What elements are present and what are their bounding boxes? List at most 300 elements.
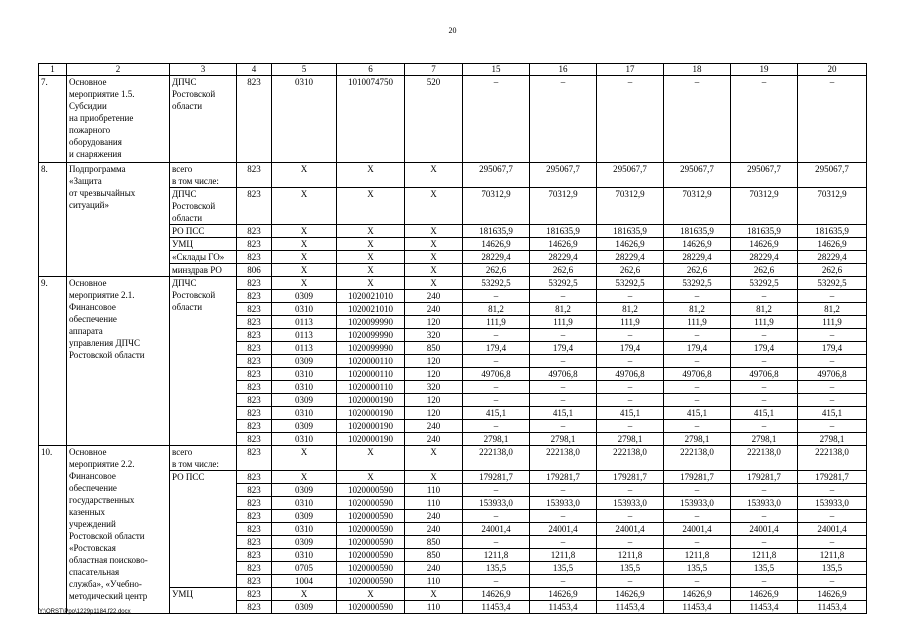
amount-cell: 153933,0 bbox=[463, 497, 530, 510]
amount-cell: 135,5 bbox=[664, 562, 731, 575]
column-header: 1 bbox=[39, 64, 67, 76]
code-vr: Х bbox=[405, 446, 463, 471]
code-csr: 1010074750 bbox=[337, 76, 405, 163]
measure-description: Основное мероприятие 2.1. Финансовое обеспечение аппарата управления ДПЧС Ростовской области bbox=[67, 277, 170, 446]
column-header: 16 bbox=[530, 64, 597, 76]
amount-cell: – bbox=[798, 381, 867, 394]
amount-cell: – bbox=[798, 484, 867, 497]
amount-cell: 179281,7 bbox=[664, 471, 731, 484]
amount-cell: 28229,4 bbox=[664, 251, 731, 264]
code-rzpr: Х bbox=[272, 471, 337, 484]
amount-cell: 181635,9 bbox=[597, 225, 664, 238]
amount-cell: 179,4 bbox=[597, 342, 664, 355]
amount-cell: – bbox=[798, 355, 867, 368]
amount-cell: – bbox=[731, 575, 798, 588]
code-grbs: 823 bbox=[237, 562, 272, 575]
code-vr: 240 bbox=[405, 290, 463, 303]
amount-cell: 53292,5 bbox=[530, 277, 597, 290]
amount-cell: – bbox=[597, 355, 664, 368]
code-vr: Х bbox=[405, 163, 463, 188]
code-vr: 240 bbox=[405, 523, 463, 536]
amount-cell: – bbox=[463, 394, 530, 407]
code-csr: 1020021010 bbox=[337, 303, 405, 316]
budget-table bbox=[38, 63, 867, 614]
amount-cell: 14626,9 bbox=[530, 238, 597, 251]
amount-cell: 295067,7 bbox=[731, 163, 798, 188]
row-number: 7. bbox=[39, 76, 67, 163]
code-rzpr: Х bbox=[272, 251, 337, 264]
amount-cell: 135,5 bbox=[731, 562, 798, 575]
code-rzpr: 0309 bbox=[272, 394, 337, 407]
amount-cell: – bbox=[597, 76, 664, 163]
amount-cell: 11453,4 bbox=[798, 601, 867, 614]
page-number: 20 bbox=[448, 26, 457, 35]
amount-cell: – bbox=[597, 510, 664, 523]
amount-cell: – bbox=[530, 536, 597, 549]
amount-cell: 53292,5 bbox=[597, 277, 664, 290]
amount-cell: 28229,4 bbox=[731, 251, 798, 264]
code-vr: 320 bbox=[405, 329, 463, 342]
amount-cell: – bbox=[530, 355, 597, 368]
code-rzpr: 0705 bbox=[272, 562, 337, 575]
amount-cell: 181635,9 bbox=[664, 225, 731, 238]
amount-cell: 49706,8 bbox=[530, 368, 597, 381]
column-header: 7 bbox=[405, 64, 463, 76]
code-csr: 1020099990 bbox=[337, 342, 405, 355]
code-vr: Х bbox=[405, 251, 463, 264]
code-vr: 120 bbox=[405, 316, 463, 329]
amount-cell: 181635,9 bbox=[463, 225, 530, 238]
row-number: 8. bbox=[39, 163, 67, 277]
code-grbs: 823 bbox=[237, 329, 272, 342]
amount-cell: 53292,5 bbox=[731, 277, 798, 290]
code-grbs: 823 bbox=[237, 355, 272, 368]
code-vr: 240 bbox=[405, 510, 463, 523]
amount-cell: 179,4 bbox=[463, 342, 530, 355]
amount-cell: 81,2 bbox=[664, 303, 731, 316]
amount-cell: 135,5 bbox=[597, 562, 664, 575]
code-rzpr: 0310 bbox=[272, 497, 337, 510]
code-rzpr: 0113 bbox=[272, 316, 337, 329]
amount-cell: 49706,8 bbox=[664, 368, 731, 381]
amount-cell: 415,1 bbox=[463, 407, 530, 420]
amount-cell: – bbox=[664, 381, 731, 394]
code-grbs: 823 bbox=[237, 290, 272, 303]
amount-cell: 1211,8 bbox=[597, 549, 664, 562]
amount-cell: – bbox=[731, 290, 798, 303]
code-csr: 1020000190 bbox=[337, 433, 405, 446]
code-csr: 1020000590 bbox=[337, 484, 405, 497]
code-rzpr: 0309 bbox=[272, 355, 337, 368]
amount-cell: – bbox=[664, 420, 731, 433]
measure-description: Основное мероприятие 1.5. Субсидии на приобретение пожарного оборудования и снаряжения bbox=[67, 76, 170, 163]
code-grbs: 823 bbox=[237, 225, 272, 238]
code-grbs: 823 bbox=[237, 407, 272, 420]
code-grbs: 823 bbox=[237, 484, 272, 497]
amount-cell: – bbox=[731, 484, 798, 497]
amount-cell: 415,1 bbox=[798, 407, 867, 420]
code-grbs: 823 bbox=[237, 277, 272, 290]
amount-cell: 11453,4 bbox=[597, 601, 664, 614]
code-rzpr: 0310 bbox=[272, 381, 337, 394]
amount-cell: 179281,7 bbox=[731, 471, 798, 484]
amount-cell: – bbox=[463, 76, 530, 163]
amount-cell: – bbox=[463, 381, 530, 394]
code-rzpr: Х bbox=[272, 225, 337, 238]
code-grbs: 823 bbox=[237, 510, 272, 523]
code-vr: 120 bbox=[405, 355, 463, 368]
code-vr: 850 bbox=[405, 549, 463, 562]
code-vr: Х bbox=[405, 588, 463, 601]
code-grbs: 823 bbox=[237, 536, 272, 549]
amount-cell: 179281,7 bbox=[530, 471, 597, 484]
amount-cell: 222138,0 bbox=[597, 446, 664, 471]
amount-cell: 14626,9 bbox=[463, 238, 530, 251]
amount-cell: – bbox=[463, 536, 530, 549]
column-header: 17 bbox=[597, 64, 664, 76]
executor-cell: минздрав РО bbox=[170, 264, 237, 277]
amount-cell: 295067,7 bbox=[664, 163, 731, 188]
code-csr: Х bbox=[337, 163, 405, 188]
amount-cell: 14626,9 bbox=[597, 238, 664, 251]
amount-cell: – bbox=[597, 575, 664, 588]
amount-cell: 70312,9 bbox=[463, 188, 530, 225]
amount-cell: 262,6 bbox=[731, 264, 798, 277]
amount-cell: 49706,8 bbox=[798, 368, 867, 381]
amount-cell: 1211,8 bbox=[731, 549, 798, 562]
amount-cell: – bbox=[597, 536, 664, 549]
code-csr: Х bbox=[337, 471, 405, 484]
amount-cell: 295067,7 bbox=[597, 163, 664, 188]
amount-cell: – bbox=[530, 329, 597, 342]
amount-cell: 262,6 bbox=[798, 264, 867, 277]
measure-description: Основное мероприятие 2.2. Финансовое обеспечение государственных казенных учреждений Ростовской области «Ростовская областная поисково- спасательная служба», «Учебно- методический центр bbox=[67, 446, 170, 614]
amount-cell: 24001,4 bbox=[530, 523, 597, 536]
code-csr: 1020099990 bbox=[337, 329, 405, 342]
code-grbs: 823 bbox=[237, 394, 272, 407]
code-rzpr: Х bbox=[272, 277, 337, 290]
amount-cell: 1211,8 bbox=[664, 549, 731, 562]
executor-cell: «Склады ГО» bbox=[170, 251, 237, 264]
column-header: 15 bbox=[463, 64, 530, 76]
amount-cell: – bbox=[530, 76, 597, 163]
code-csr: 1020000590 bbox=[337, 562, 405, 575]
code-grbs: 806 bbox=[237, 264, 272, 277]
code-grbs: 823 bbox=[237, 497, 272, 510]
amount-cell: 1211,8 bbox=[798, 549, 867, 562]
code-grbs: 823 bbox=[237, 342, 272, 355]
code-vr: 320 bbox=[405, 381, 463, 394]
amount-cell: 179,4 bbox=[530, 342, 597, 355]
code-vr: Х bbox=[405, 225, 463, 238]
amount-cell: 70312,9 bbox=[731, 188, 798, 225]
code-csr: 1020021010 bbox=[337, 290, 405, 303]
amount-cell: 53292,5 bbox=[798, 277, 867, 290]
measure-description: Подпрограмма «Защита от чрезвычайных ситуаций» bbox=[67, 163, 170, 277]
table-row bbox=[39, 277, 867, 290]
amount-cell: – bbox=[664, 484, 731, 497]
amount-cell: 81,2 bbox=[463, 303, 530, 316]
code-rzpr: 0113 bbox=[272, 329, 337, 342]
code-grbs: 823 bbox=[237, 316, 272, 329]
code-grbs: 823 bbox=[237, 588, 272, 601]
amount-cell: 14626,9 bbox=[731, 238, 798, 251]
code-vr: 240 bbox=[405, 303, 463, 316]
executor-cell: РО ПСС bbox=[170, 471, 237, 588]
amount-cell: – bbox=[798, 510, 867, 523]
code-grbs: 823 bbox=[237, 188, 272, 225]
amount-cell: – bbox=[463, 290, 530, 303]
code-vr: 120 bbox=[405, 394, 463, 407]
amount-cell: – bbox=[664, 510, 731, 523]
amount-cell: – bbox=[731, 329, 798, 342]
executor-cell: ДПЧС Ростовской области bbox=[170, 76, 237, 163]
code-rzpr: 0310 bbox=[272, 303, 337, 316]
amount-cell: – bbox=[664, 76, 731, 163]
code-grbs: 823 bbox=[237, 238, 272, 251]
amount-cell: – bbox=[731, 510, 798, 523]
code-csr: 1020000190 bbox=[337, 394, 405, 407]
amount-cell: 24001,4 bbox=[798, 523, 867, 536]
code-grbs: 823 bbox=[237, 163, 272, 188]
amount-cell: – bbox=[530, 290, 597, 303]
code-vr: 240 bbox=[405, 433, 463, 446]
code-vr: 850 bbox=[405, 536, 463, 549]
amount-cell: – bbox=[731, 394, 798, 407]
amount-cell: – bbox=[798, 575, 867, 588]
amount-cell: 14626,9 bbox=[664, 238, 731, 251]
amount-cell: 153933,0 bbox=[798, 497, 867, 510]
amount-cell: 49706,8 bbox=[731, 368, 798, 381]
amount-cell: 81,2 bbox=[597, 303, 664, 316]
code-vr: 110 bbox=[405, 497, 463, 510]
amount-cell: 179,4 bbox=[664, 342, 731, 355]
amount-cell: 53292,5 bbox=[664, 277, 731, 290]
amount-cell: 11453,4 bbox=[664, 601, 731, 614]
amount-cell: 295067,7 bbox=[463, 163, 530, 188]
code-csr: Х bbox=[337, 264, 405, 277]
code-vr: Х bbox=[405, 188, 463, 225]
code-grbs: 823 bbox=[237, 471, 272, 484]
row-number: 10. bbox=[39, 446, 67, 614]
amount-cell: – bbox=[731, 536, 798, 549]
code-rzpr: 0309 bbox=[272, 536, 337, 549]
amount-cell: 11453,4 bbox=[530, 601, 597, 614]
amount-cell: – bbox=[664, 394, 731, 407]
amount-cell: 1211,8 bbox=[530, 549, 597, 562]
code-csr: 1020000190 bbox=[337, 407, 405, 420]
code-rzpr: 0310 bbox=[272, 549, 337, 562]
code-vr: 240 bbox=[405, 562, 463, 575]
code-rzpr: 0310 bbox=[272, 368, 337, 381]
column-header: 20 bbox=[798, 64, 867, 76]
code-csr: Х bbox=[337, 225, 405, 238]
code-vr: 120 bbox=[405, 407, 463, 420]
code-grbs: 823 bbox=[237, 549, 272, 562]
code-rzpr: 0310 bbox=[272, 433, 337, 446]
code-rzpr: Х bbox=[272, 588, 337, 601]
amount-cell: – bbox=[731, 381, 798, 394]
code-grbs: 823 bbox=[237, 601, 272, 614]
amount-cell: 295067,7 bbox=[530, 163, 597, 188]
amount-cell: 111,9 bbox=[463, 316, 530, 329]
amount-cell: – bbox=[597, 381, 664, 394]
code-vr: 850 bbox=[405, 342, 463, 355]
amount-cell: 24001,4 bbox=[731, 523, 798, 536]
column-header: 6 bbox=[337, 64, 405, 76]
code-rzpr: 0113 bbox=[272, 342, 337, 355]
row-number: 9. bbox=[39, 277, 67, 446]
amount-cell: 295067,7 bbox=[798, 163, 867, 188]
column-header: 3 bbox=[170, 64, 237, 76]
amount-cell: 70312,9 bbox=[597, 188, 664, 225]
amount-cell: 135,5 bbox=[530, 562, 597, 575]
code-grbs: 823 bbox=[237, 251, 272, 264]
amount-cell: – bbox=[463, 355, 530, 368]
amount-cell: – bbox=[463, 329, 530, 342]
code-csr: 1020000110 bbox=[337, 355, 405, 368]
amount-cell: 222138,0 bbox=[798, 446, 867, 471]
amount-cell: 181635,9 bbox=[530, 225, 597, 238]
amount-cell: 1211,8 bbox=[463, 549, 530, 562]
code-rzpr: 0309 bbox=[272, 510, 337, 523]
code-grbs: 823 bbox=[237, 76, 272, 163]
code-rzpr: 0310 bbox=[272, 407, 337, 420]
code-grbs: 823 bbox=[237, 381, 272, 394]
code-grbs: 823 bbox=[237, 368, 272, 381]
code-csr: 1020000190 bbox=[337, 420, 405, 433]
amount-cell: 262,6 bbox=[664, 264, 731, 277]
amount-cell: 53292,5 bbox=[463, 277, 530, 290]
amount-cell: – bbox=[798, 329, 867, 342]
amount-cell: 181635,9 bbox=[731, 225, 798, 238]
code-rzpr: Х bbox=[272, 446, 337, 471]
amount-cell: – bbox=[798, 420, 867, 433]
code-vr: Х bbox=[405, 238, 463, 251]
amount-cell: 415,1 bbox=[597, 407, 664, 420]
table-row bbox=[39, 446, 867, 471]
amount-cell: – bbox=[530, 381, 597, 394]
code-csr: Х bbox=[337, 277, 405, 290]
amount-cell: – bbox=[463, 484, 530, 497]
amount-cell: 14626,9 bbox=[731, 588, 798, 601]
amount-cell: 28229,4 bbox=[597, 251, 664, 264]
amount-cell: – bbox=[530, 484, 597, 497]
amount-cell: – bbox=[530, 420, 597, 433]
amount-cell: 179281,7 bbox=[463, 471, 530, 484]
code-vr: Х bbox=[405, 471, 463, 484]
code-csr: 1020000590 bbox=[337, 601, 405, 614]
code-csr: 1020099990 bbox=[337, 316, 405, 329]
code-rzpr: Х bbox=[272, 163, 337, 188]
amount-cell: – bbox=[731, 76, 798, 163]
file-path-footer: Y:\ORST\Ppo\1229p1184.f22.docx bbox=[39, 609, 131, 615]
code-rzpr: 0310 bbox=[272, 523, 337, 536]
table-row bbox=[39, 76, 867, 163]
amount-cell: – bbox=[664, 355, 731, 368]
column-header: 2 bbox=[67, 64, 170, 76]
amount-cell: 111,9 bbox=[664, 316, 731, 329]
code-csr: Х bbox=[337, 588, 405, 601]
amount-cell: 179281,7 bbox=[597, 471, 664, 484]
amount-cell: – bbox=[597, 290, 664, 303]
amount-cell: 262,6 bbox=[597, 264, 664, 277]
amount-cell: 262,6 bbox=[530, 264, 597, 277]
code-grbs: 823 bbox=[237, 575, 272, 588]
amount-cell: – bbox=[463, 575, 530, 588]
amount-cell: 2798,1 bbox=[798, 433, 867, 446]
code-rzpr: Х bbox=[272, 238, 337, 251]
executor-cell: УМЦ bbox=[170, 238, 237, 251]
column-header: 18 bbox=[664, 64, 731, 76]
code-rzpr: Х bbox=[272, 264, 337, 277]
amount-cell: – bbox=[664, 536, 731, 549]
code-vr: 110 bbox=[405, 484, 463, 497]
column-header: 4 bbox=[237, 64, 272, 76]
code-vr: 110 bbox=[405, 601, 463, 614]
code-csr: 1020000590 bbox=[337, 497, 405, 510]
amount-cell: 81,2 bbox=[798, 303, 867, 316]
executor-cell: ДПЧС Ростовской области bbox=[170, 277, 237, 446]
amount-cell: – bbox=[798, 290, 867, 303]
amount-cell: 2798,1 bbox=[597, 433, 664, 446]
amount-cell: – bbox=[530, 394, 597, 407]
amount-cell: – bbox=[597, 329, 664, 342]
code-grbs: 823 bbox=[237, 420, 272, 433]
amount-cell: 153933,0 bbox=[530, 497, 597, 510]
code-csr: Х bbox=[337, 446, 405, 471]
amount-cell: 70312,9 bbox=[664, 188, 731, 225]
amount-cell: 415,1 bbox=[731, 407, 798, 420]
column-header: 19 bbox=[731, 64, 798, 76]
amount-cell: 111,9 bbox=[798, 316, 867, 329]
code-grbs: 823 bbox=[237, 433, 272, 446]
code-csr: 1020000590 bbox=[337, 523, 405, 536]
column-header: 5 bbox=[272, 64, 337, 76]
amount-cell: 135,5 bbox=[798, 562, 867, 575]
amount-cell: – bbox=[597, 484, 664, 497]
amount-cell: 153933,0 bbox=[597, 497, 664, 510]
code-rzpr: 0309 bbox=[272, 601, 337, 614]
amount-cell: 2798,1 bbox=[731, 433, 798, 446]
amount-cell: 28229,4 bbox=[463, 251, 530, 264]
amount-cell: 2798,1 bbox=[664, 433, 731, 446]
amount-cell: 111,9 bbox=[597, 316, 664, 329]
code-vr: Х bbox=[405, 277, 463, 290]
amount-cell: 153933,0 bbox=[664, 497, 731, 510]
amount-cell: 24001,4 bbox=[664, 523, 731, 536]
amount-cell: – bbox=[463, 510, 530, 523]
code-rzpr: 0309 bbox=[272, 484, 337, 497]
code-rzpr: 0310 bbox=[272, 76, 337, 163]
code-vr: 120 bbox=[405, 368, 463, 381]
amount-cell: 153933,0 bbox=[731, 497, 798, 510]
code-csr: 1020000110 bbox=[337, 368, 405, 381]
amount-cell: – bbox=[463, 420, 530, 433]
amount-cell: – bbox=[597, 420, 664, 433]
amount-cell: – bbox=[530, 575, 597, 588]
amount-cell: – bbox=[731, 420, 798, 433]
executor-cell: ДПЧС Ростовской области bbox=[170, 188, 237, 225]
table-row bbox=[39, 163, 867, 188]
amount-cell: 11453,4 bbox=[731, 601, 798, 614]
amount-cell: 14626,9 bbox=[798, 238, 867, 251]
amount-cell: – bbox=[798, 76, 867, 163]
code-vr: 240 bbox=[405, 420, 463, 433]
code-vr: 520 bbox=[405, 76, 463, 163]
amount-cell: 179281,7 bbox=[798, 471, 867, 484]
amount-cell: 179,4 bbox=[731, 342, 798, 355]
